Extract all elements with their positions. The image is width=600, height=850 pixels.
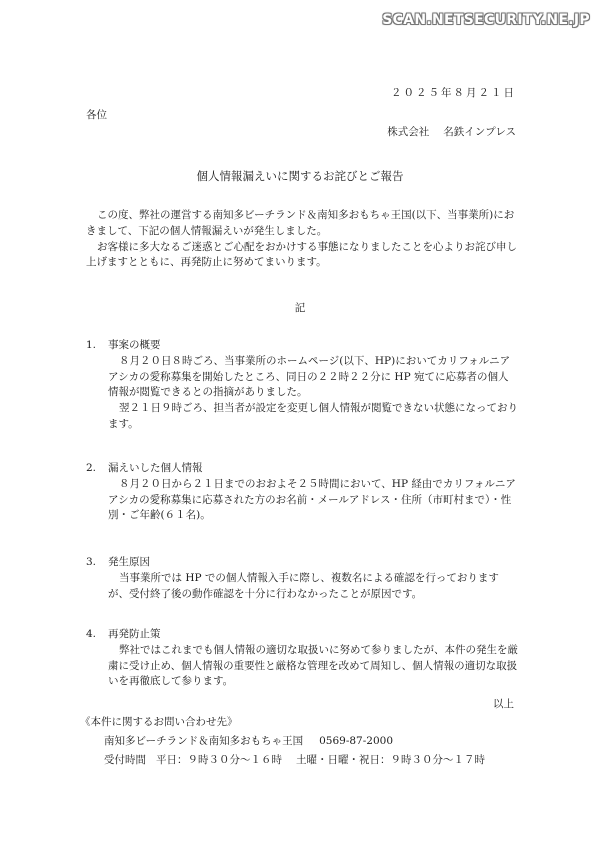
- section-body: [86, 354, 518, 433]
- section-heading: [86, 555, 518, 571]
- section-leaked-information: [86, 461, 518, 524]
- section-title: 漏えいした個人情報: [108, 462, 203, 474]
- section-paragraph: 当事業所では HP での個人情報入手に際し、複数名による確認を行っておりますが、受付終了後の動作確認を十分に行わなかったことが原因です。: [108, 571, 499, 600]
- letter-date: ２０２５年８月２１日: [391, 87, 516, 99]
- contact-hours-line: [104, 753, 485, 769]
- section-incident-overview: [86, 338, 518, 433]
- contact-organization: 南知多ビーチランド＆南知多おもちゃ王国: [104, 735, 304, 747]
- section-number: 1.: [86, 339, 97, 351]
- section-title: 再発防止策: [108, 628, 161, 640]
- company-signature: [387, 125, 516, 141]
- section-paragraph: 翌２１日９時ごろ、担当者が設定を変更し個人情報が閲覧できない状態になっております。: [108, 402, 518, 430]
- company-name: 名鉄インプレス: [443, 126, 516, 138]
- hours-weekday: 平日：９時３０分～１６時: [156, 754, 282, 766]
- intro-paragraph: お客様に多大なるご迷惑とご心配をおかけする事態になりましたことを心よりお詫び申し上げますとともに、再発防止に努めてまいります。: [86, 240, 517, 269]
- addressee: 各位: [86, 109, 107, 121]
- section-heading: [86, 461, 518, 477]
- section-number: 3.: [86, 556, 97, 568]
- contact-organization-line: [104, 734, 393, 750]
- section-title: 発生原因: [108, 556, 150, 568]
- ki-marker: 記: [294, 302, 306, 314]
- document-title: 個人情報漏えいに関するお詫びとご報告: [196, 169, 404, 183]
- hours-label: 受付時間: [104, 754, 146, 766]
- section-title: 事案の概要: [108, 339, 161, 351]
- section-number: 2.: [86, 462, 97, 474]
- hours-weekend: 土曜・日曜・祝日：９時３０分～１７時: [296, 754, 485, 766]
- section-cause: [86, 555, 518, 602]
- section-paragraph: ８月２０日８時ごろ、当事業所のホームページ(以下、HP)においてカリフォルニアアシカの愛称募集を開始したところ、同日の２２時２２分に HP 宛てに応募者の個人情報が閲覧できるとの指摘がありました。: [108, 354, 511, 399]
- contact-heading: 《本件に関するお問い合わせ先》: [80, 716, 238, 728]
- section-paragraph: 弊社ではこれまでも個人情報の適切な取扱いに努めて参りましたが、本件の発生を厳粛に受け止め、個人情報の重要性と厳格な管理を改めて周知し、個人情報の適切な取扱いを再徹底して参ります。: [108, 643, 518, 688]
- site-watermark: SCAN.NETSECURITY.NE.JP: [382, 12, 590, 28]
- section-body: [86, 643, 518, 690]
- section-number: 4.: [86, 628, 97, 640]
- section-paragraph: ８月２０日から２１日までのおおよそ２５時間において、HP 経由でカリフォルニアアシカの愛称募集に応募された方のお名前・メールアドレス・住所（市町村まで）・性別・ご年齢(６１名)。: [108, 477, 516, 522]
- intro-text: [86, 208, 518, 271]
- section-prevention: [86, 627, 518, 690]
- section-body: [86, 477, 518, 524]
- contact-phone: 0569-87-2000: [319, 735, 393, 747]
- section-heading: [86, 627, 518, 643]
- intro-paragraph: この度、弊社の運営する南知多ビーチランド＆南知多おもちゃ王国(以下、当事業所)におきまして、下記の個人情報漏えいが発生しました。: [86, 209, 515, 237]
- company-type: 株式会社: [387, 126, 430, 138]
- section-heading: [86, 338, 518, 354]
- closing-mark: 以上: [493, 698, 514, 710]
- section-body: [86, 571, 518, 603]
